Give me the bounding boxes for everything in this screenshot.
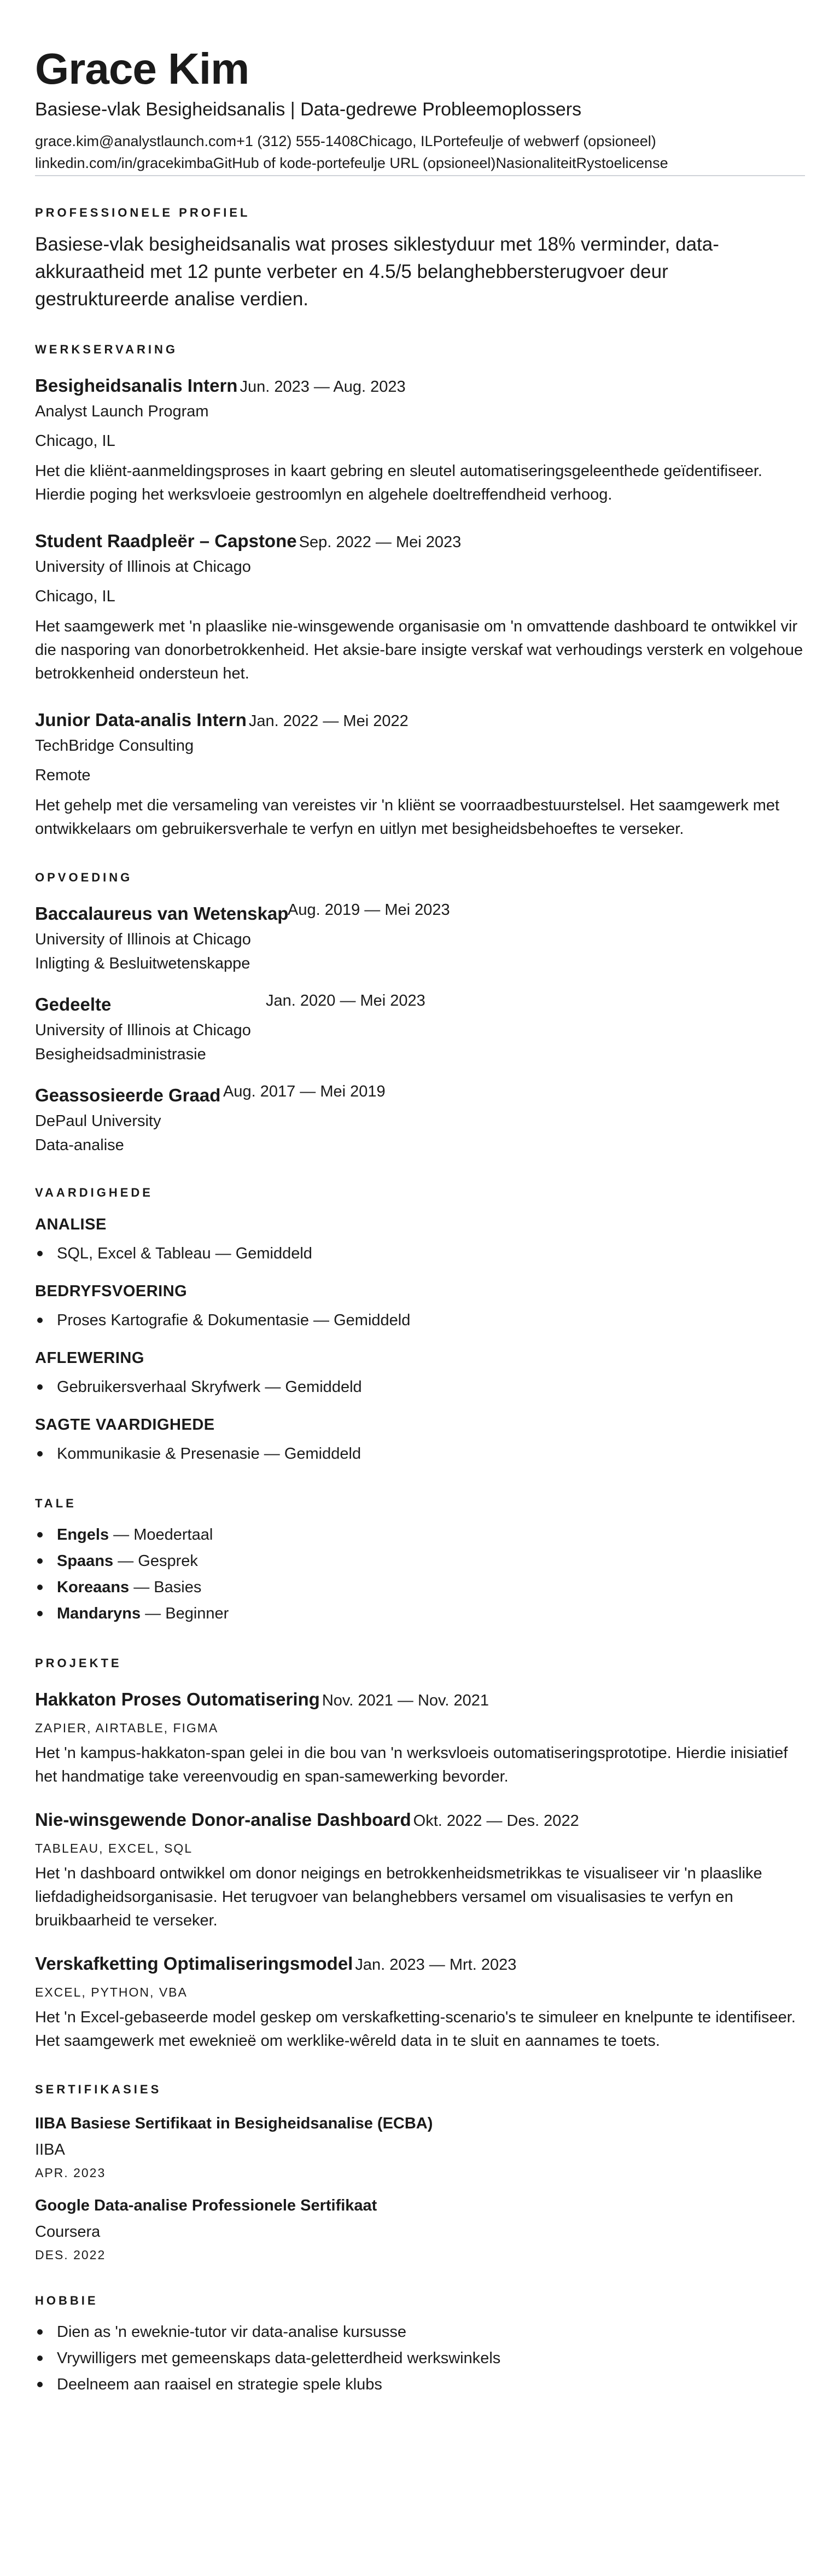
skill-group-title: SAGTE VAARDIGHEDE bbox=[35, 1416, 215, 1434]
education-entry bbox=[35, 992, 805, 1065]
project-entry bbox=[35, 1807, 805, 1933]
language-level: — Basies bbox=[129, 1579, 202, 1596]
job-dates: Jan. 2022 — Mei 2022 bbox=[248, 712, 409, 730]
skills-section bbox=[35, 1185, 805, 1467]
certification-issuer: IIBA bbox=[35, 2141, 65, 2159]
language-list bbox=[35, 1522, 805, 1627]
school-name: University of Illinois at Chicago bbox=[35, 931, 251, 948]
job-organization: TechBridge Consulting bbox=[35, 737, 194, 755]
section-title: OPVOEDING bbox=[35, 871, 133, 884]
certification-date: DES. 2022 bbox=[35, 2248, 106, 2262]
profile-section bbox=[35, 205, 805, 313]
job-title: Student Raadpleër – Capstone bbox=[35, 531, 297, 551]
skill-group-title: BEDRYFSVOERING bbox=[35, 1283, 188, 1300]
contact-line-1 bbox=[35, 130, 805, 152]
language-item bbox=[35, 1600, 805, 1627]
project-dates: Nov. 2021 — Nov. 2021 bbox=[322, 1692, 489, 1709]
education-section bbox=[35, 869, 805, 1156]
job-dates: Sep. 2022 — Mei 2023 bbox=[299, 533, 462, 551]
skill-item: Kommunikasie & Presenasie — Gemiddeld bbox=[35, 1441, 805, 1467]
degree-dates: Aug. 2017 — Mei 2019 bbox=[223, 1083, 386, 1100]
section-title: VAARDIGHEDE bbox=[35, 1186, 153, 1199]
skill-item: Gebruikersverhaal Skryfwerk — Gemiddeld bbox=[35, 1374, 805, 1400]
project-description: Het 'n Excel-gebaseerde model geskep om verskafketting-scenario's te simuleer en knelpunte te identifiseer. Het saamgewerk met eweknieë om werklike-wêreld data in te sluit en aannames te toets. bbox=[35, 2009, 796, 2050]
contact-email[interactable]: grace.kim@analystlaunch.com bbox=[35, 133, 237, 149]
job-title: Besigheidsanalis Intern bbox=[35, 375, 238, 396]
language-level: — Moedertaal bbox=[109, 1526, 213, 1544]
language-level: — Gesprek bbox=[113, 1552, 198, 1570]
project-title: Nie-winsgewende Donor-analise Dashboard bbox=[35, 1809, 411, 1830]
language-name: Spaans bbox=[57, 1552, 114, 1570]
languages-section bbox=[35, 1495, 805, 1627]
section-title: PROJEKTE bbox=[35, 1656, 122, 1670]
contact-linkedin[interactable]: linkedin.com/in/gracekimba bbox=[35, 155, 213, 171]
job-organization: Analyst Launch Program bbox=[35, 403, 209, 420]
language-item bbox=[35, 1522, 805, 1548]
language-item bbox=[35, 1548, 805, 1574]
degree-dates: Aug. 2019 — Mei 2023 bbox=[288, 901, 450, 919]
contact-nationality: Nasionaliteit bbox=[495, 155, 576, 171]
skill-group-title: ANALISE bbox=[35, 1216, 107, 1233]
header-divider bbox=[35, 175, 805, 176]
education-entry bbox=[35, 1083, 805, 1156]
language-name: Engels bbox=[57, 1526, 109, 1544]
hobby-item: Vrywilligers met gemeenskaps data-geletterdheid werkswinkels bbox=[35, 2345, 805, 2371]
resume-header bbox=[35, 44, 805, 176]
project-tech: TABLEAU, EXCEL, SQL bbox=[35, 1841, 193, 1855]
field-of-study: Besigheidsadministrasie bbox=[35, 1046, 206, 1063]
degree-title: Geassosieerde Graad bbox=[35, 1085, 221, 1105]
section-title: WERKSERVARING bbox=[35, 343, 178, 356]
profile-text: Basiese-vlak besigheidsanalis wat proses siklestyduur met 18% verminder, data-akkuraatheid met 12 punte verbeter en 4.5/5 belanghebbersterugvoer deur gestruktureerde analise verdien. bbox=[35, 234, 719, 310]
experience-section bbox=[35, 341, 805, 841]
project-dates: Jan. 2023 — Mrt. 2023 bbox=[355, 1956, 517, 1974]
project-description: Het 'n kampus-hakkaton-span gelei in die bou van 'n werksvloeis outomatiseringsprototipe. Hierdie inisiatief het handmatige take vereenvoudig en span-samewerking bevorder. bbox=[35, 1744, 788, 1785]
project-tech: ZAPIER, AIRTABLE, FIGMA bbox=[35, 1721, 219, 1735]
degree-dates: Jan. 2020 — Mei 2023 bbox=[266, 992, 425, 1009]
job-location: Remote bbox=[35, 767, 91, 784]
contact-license: Rystoelicense bbox=[576, 155, 668, 171]
language-name: Mandaryns bbox=[57, 1605, 141, 1622]
job-title: Junior Data-analis Intern bbox=[35, 710, 247, 730]
field-of-study: Data-analise bbox=[35, 1136, 124, 1154]
contact-location: Chicago, IL bbox=[358, 133, 433, 149]
certification-name: IIBA Basiese Sertifikaat in Besigheidsanalise (ECBA) bbox=[35, 2115, 433, 2132]
language-item bbox=[35, 1574, 805, 1600]
degree-title: Gedeelte bbox=[35, 994, 112, 1014]
skill-group bbox=[35, 1280, 805, 1333]
job-location: Chicago, IL bbox=[35, 432, 115, 450]
contact-portfolio[interactable]: Portefeulje of webwerf (opsioneel) bbox=[433, 133, 656, 149]
hobby-item: Dien as 'n eweknie-tutor vir data-analise kursusse bbox=[35, 2319, 805, 2345]
project-title: Verskafketting Optimaliseringsmodel bbox=[35, 1953, 353, 1974]
candidate-headline: Basiese-vlak Besigheidsanalis | Data-gedrewe Probleemoplossers bbox=[35, 99, 582, 120]
project-dates: Okt. 2022 — Des. 2022 bbox=[413, 1812, 579, 1830]
degree-title: Baccalaureus van Wetenskap bbox=[35, 903, 289, 924]
skill-item: SQL, Excel & Tableau — Gemiddeld bbox=[35, 1240, 805, 1267]
project-entry bbox=[35, 1951, 805, 2053]
certification-date: APR. 2023 bbox=[35, 2166, 106, 2180]
job-dates: Jun. 2023 — Aug. 2023 bbox=[240, 378, 406, 396]
job-description: Het die kliënt-aanmeldingsproses in kaart gebring en sleutel automatiseringsgeleenthede geïdentifiseer. Hierdie poging het werksvloeie gestroomlyn en algehele doeltreffendheid verhoog. bbox=[35, 462, 762, 503]
section-title: HOBBIE bbox=[35, 2294, 98, 2307]
certification-name: Google Data-analise Professionele Sertifikaat bbox=[35, 2197, 377, 2214]
projects-section bbox=[35, 1655, 805, 2053]
skill-group bbox=[35, 1347, 805, 1400]
job-organization: University of Illinois at Chicago bbox=[35, 558, 251, 576]
hobby-list bbox=[35, 2319, 805, 2398]
job-description: Het gehelp met die versameling van vereistes vir 'n kliënt se voorraadbestuurstelsel. Het saamgewerk met ontwikkelaars om gebruikersverhale te verfyn en uitlyn met besigheidsbehoeftes te verseker. bbox=[35, 797, 780, 838]
certification-issuer: Coursera bbox=[35, 2223, 101, 2241]
contact-phone[interactable]: +1 (312) 555-1408 bbox=[236, 133, 358, 149]
section-title: PROFESSIONELE PROFIEL bbox=[35, 206, 250, 219]
contact-line-2 bbox=[35, 152, 805, 174]
field-of-study: Inligting & Besluitwetenskappe bbox=[35, 955, 250, 972]
job-location: Chicago, IL bbox=[35, 588, 115, 605]
education-entry bbox=[35, 901, 805, 974]
language-name: Koreaans bbox=[57, 1579, 130, 1596]
hobbies-section bbox=[35, 2293, 805, 2398]
certifications-section bbox=[35, 2081, 805, 2264]
language-level: — Beginner bbox=[141, 1605, 229, 1622]
experience-entry bbox=[35, 529, 805, 686]
project-tech: EXCEL, PYTHON, VBA bbox=[35, 1985, 188, 1999]
section-title: SERTIFIKASIES bbox=[35, 2082, 162, 2096]
project-title: Hakkaton Proses Outomatisering bbox=[35, 1689, 320, 1709]
project-entry bbox=[35, 1687, 805, 1789]
experience-entry bbox=[35, 707, 805, 841]
school-name: University of Illinois at Chicago bbox=[35, 1022, 251, 1039]
certification-entry bbox=[35, 2112, 805, 2182]
candidate-name: Grace Kim bbox=[35, 44, 249, 93]
skill-group bbox=[35, 1413, 805, 1467]
skill-group-title: AFLEWERING bbox=[35, 1349, 144, 1367]
skill-group bbox=[35, 1213, 805, 1267]
school-name: DePaul University bbox=[35, 1112, 161, 1130]
skill-item: Proses Kartografie & Dokumentasie — Gemiddeld bbox=[35, 1307, 805, 1333]
section-title: TALE bbox=[35, 1496, 77, 1510]
project-description: Het 'n dashboard ontwikkel om donor neigings en betrokkenheidsmetrikkas te visualiseer vir 'n plaaslike liefdadigheidsorganisasie. Het terugvoer van belanghebbers versamel om visualisasies te verfyn en bruikbaarheid te verseker. bbox=[35, 1865, 762, 1929]
hobby-item: Deelneem aan raaisel en strategie spele klubs bbox=[35, 2371, 805, 2398]
job-description: Het saamgewerk met 'n plaaslike nie-winsgewende organisasie om 'n omvattende dashboard te ontwikkel vir die nasporing van donorbetrokkenheid. Het aksie-bare insigte verskaf wat verhoudings versterk en volgehoue betrokkenheid ondersteun het. bbox=[35, 618, 803, 682]
experience-entry bbox=[35, 373, 805, 507]
contact-github[interactable]: GitHub of kode-portefeulje URL (opsioneel) bbox=[213, 155, 496, 171]
certification-entry bbox=[35, 2194, 805, 2264]
